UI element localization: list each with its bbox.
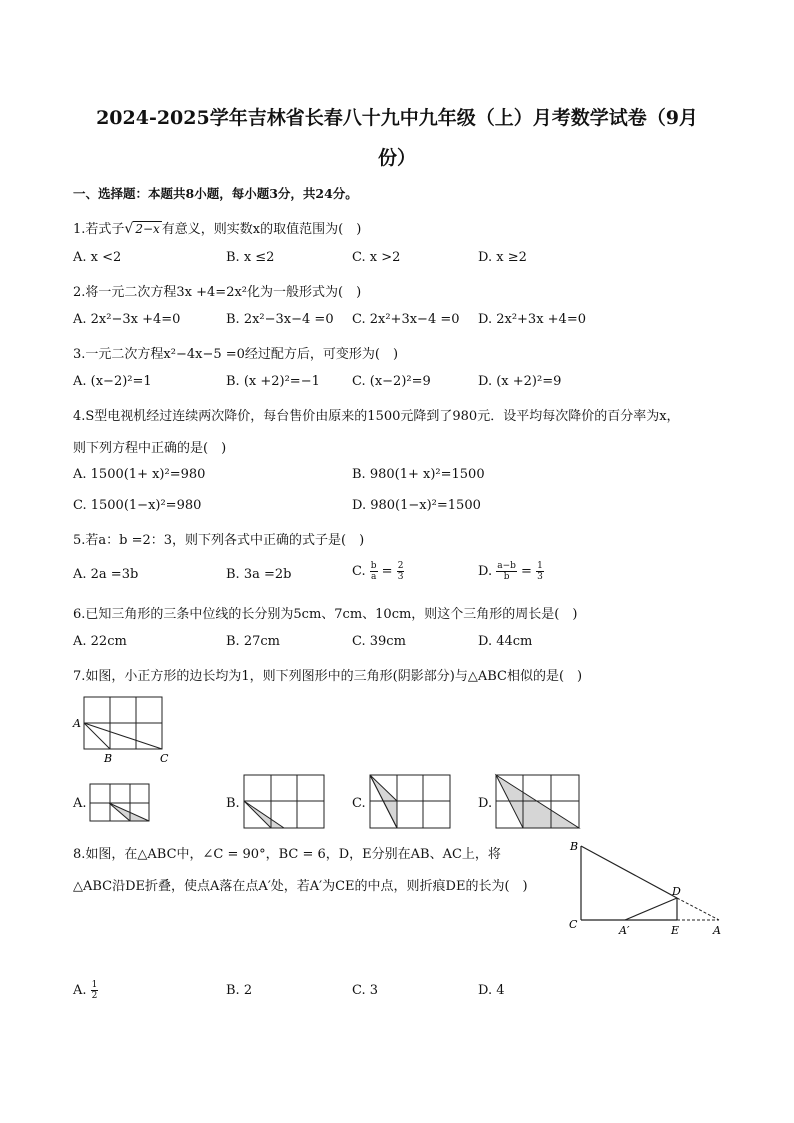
question-7-stem: 7.如图，小正方形的边长均为1，则下列图形中的三角形(阴影部分)与△ABC相似的是( ) bbox=[73, 669, 583, 684]
q4-option-d[interactable]: D. 980(1−x)²=1500 bbox=[352, 498, 481, 513]
q1-option-b[interactable]: B. x ≤2 bbox=[226, 250, 275, 265]
question-6-stem: 6.已知三角形的三条中位线的长分别为5cm、7cm、10cm，则这个三角形的周长是( ) bbox=[73, 607, 578, 622]
q8-figure bbox=[564, 838, 734, 938]
q7-reference-figure bbox=[70, 692, 180, 772]
q8-option-d[interactable]: D. 4 bbox=[478, 983, 505, 998]
q4-option-c[interactable]: C. 1500(1−x)²=980 bbox=[73, 498, 202, 513]
q2-option-b[interactable]: B. 2x²−3x−4 =0 bbox=[226, 312, 334, 327]
q8-option-a[interactable]: A. $\frac{1}{2}$ bbox=[73, 980, 98, 1001]
q7-option-c-figure bbox=[369, 774, 451, 830]
q8-label-d: D bbox=[672, 885, 681, 898]
question-8-stem-cont: △ABC沿DE折叠，使点A落在点A′处，若A′为CE的中点，则折痕DE的长为( ) bbox=[73, 879, 528, 894]
q8-option-b[interactable]: B. 2 bbox=[226, 983, 253, 998]
q4-option-a[interactable]: A. 1500(1+ x)²=980 bbox=[73, 467, 206, 482]
q6-option-d[interactable]: D. 44cm bbox=[478, 634, 533, 649]
q7-option-b-figure bbox=[243, 774, 325, 830]
q2-option-d[interactable]: D. 2x²+3x +4=0 bbox=[478, 312, 586, 327]
q7-option-c[interactable]: C. bbox=[352, 796, 366, 811]
question-1-stem: 1.若式子√ 2−x 有意义，则实数x的取值范围为( ) bbox=[73, 221, 362, 237]
q6-option-a[interactable]: A. 22cm bbox=[73, 634, 127, 649]
q5-option-b[interactable]: B. 3a =2b bbox=[226, 567, 292, 582]
q3-option-d[interactable]: D. (x +2)²=9 bbox=[478, 374, 562, 389]
q5-option-c[interactable]: C. $\frac{b}{a}$ = $\frac{2}{3}$ bbox=[352, 561, 404, 582]
q3-option-c[interactable]: C. (x−2)²=9 bbox=[352, 374, 431, 389]
exam-title-line2: 份） bbox=[377, 147, 416, 169]
q4-option-b[interactable]: B. 980(1+ x)²=1500 bbox=[352, 467, 485, 482]
question-4-stem: 4.S型电视机经过连续两次降价，每台售价由原来的1500元降到了980元．设平均每次降价的百分率为x， bbox=[73, 409, 680, 424]
q2-option-a[interactable]: A. 2x²−3x +4=0 bbox=[73, 312, 181, 327]
q7-label-b: B bbox=[104, 752, 113, 765]
q2-option-c[interactable]: C. 2x²+3x−4 =0 bbox=[352, 312, 460, 327]
q7-option-a-figure bbox=[89, 783, 151, 823]
q8-option-c[interactable]: C. 3 bbox=[352, 983, 379, 998]
q3-option-b[interactable]: B. (x +2)²=−1 bbox=[226, 374, 320, 389]
q7-option-b[interactable]: B. bbox=[226, 796, 240, 811]
q8-label-e: E bbox=[671, 924, 680, 937]
question-8-stem: 8.如图，在△ABC中，∠C = 90°，BC = 6，D，E分别在AB、AC上，将 bbox=[73, 847, 501, 862]
q7-option-d-figure bbox=[495, 774, 581, 830]
question-5-stem: 5.若a：b =2：3，则下列各式中正确的式子是( ) bbox=[73, 533, 365, 548]
question-2-stem: 2.将一元二次方程3x +4=2x²化为一般形式为( ) bbox=[73, 285, 362, 300]
question-4-stem-cont: 则下列方程中正确的是( ) bbox=[73, 441, 227, 456]
q7-label-a: A bbox=[73, 717, 81, 730]
q8-label-a: A bbox=[713, 924, 721, 937]
q7-option-d[interactable]: D. bbox=[478, 796, 493, 811]
q5-option-a[interactable]: A. 2a =3b bbox=[73, 567, 139, 582]
radicand: 2−x bbox=[135, 222, 160, 236]
q5-option-d[interactable]: D. $\frac{a-b}{b}$ = $\frac{1}{3}$ bbox=[478, 561, 543, 582]
q7-option-a[interactable]: A. bbox=[73, 796, 87, 811]
q7-label-c: C bbox=[160, 752, 169, 765]
q1-option-a[interactable]: A. x <2 bbox=[73, 250, 122, 265]
q8-label-b: B bbox=[570, 840, 579, 853]
section-heading: 一、选择题：本题共8小题，每小题3分，共24分。 bbox=[73, 186, 358, 201]
q1-option-d[interactable]: D. x ≥2 bbox=[478, 250, 527, 265]
q3-option-a[interactable]: A. (x−2)²=1 bbox=[73, 374, 152, 389]
q1-option-c[interactable]: C. x >2 bbox=[352, 250, 401, 265]
exam-title-line1: 2024-2025学年吉林省长春八十九中九年级（上）月考数学试卷（9月 bbox=[96, 107, 698, 129]
q6-option-b[interactable]: B. 27cm bbox=[226, 634, 280, 649]
question-3-stem: 3.一元二次方程x²−4x−5 =0经过配方后，可变形为( ) bbox=[73, 347, 399, 362]
q8-label-c: C bbox=[569, 918, 578, 931]
q8-label-a-prime: A′ bbox=[619, 924, 630, 937]
q6-option-c[interactable]: C. 39cm bbox=[352, 634, 406, 649]
